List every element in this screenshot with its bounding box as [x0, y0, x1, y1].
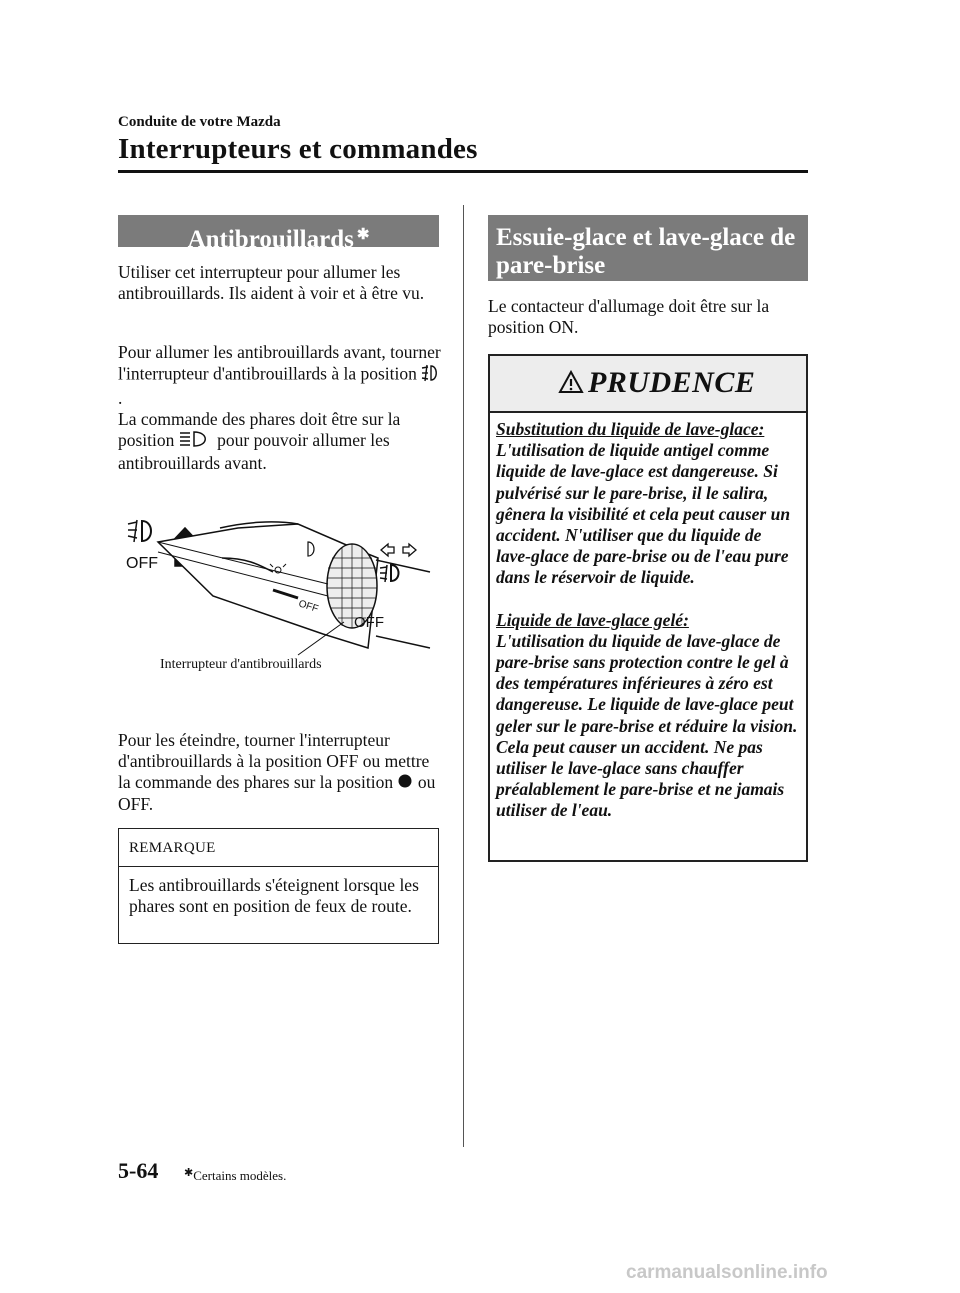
- fog-intro-paragraph: Utiliser cet interrupteur pour allumer les antibrouillards. Ils aident à voir et à être vu.: [118, 262, 425, 303]
- fog-off-paragraph: [118, 730, 443, 815]
- headlight-icon: [179, 430, 213, 453]
- watermark: carmanualsonline.info: [626, 1262, 828, 1283]
- optional-star-icon: ✱: [356, 227, 370, 243]
- front-fog-icon: [421, 363, 439, 388]
- caution-header: [490, 356, 806, 413]
- fog-off-text-b: ou OFF.: [118, 772, 436, 815]
- fog-switch-illustration: [118, 498, 439, 680]
- off-label-left: OFF: [126, 555, 158, 572]
- section-title-text: Antibrouillards: [187, 226, 354, 253]
- page-number: 5-64: [118, 1158, 159, 1183]
- chapter-title: Interrupteurs et commandes: [118, 133, 478, 165]
- warning-triangle-icon: [558, 370, 584, 399]
- header-rule: [118, 170, 808, 173]
- caution-title: PRUDENCE: [588, 366, 756, 399]
- fog-off-text-a: Pour les éteindre, tourner l'interrupteur d'antibrouillards à la position OFF ou mettre la commande des phares sur la position: [118, 730, 430, 792]
- fog-on-text-a: Pour allumer les antibrouillards avant, tourner l'interrupteur d'antibrouillards à la position: [118, 342, 441, 384]
- footnote-text: Certains modèles.: [193, 1168, 287, 1183]
- wiper-intro-paragraph: Le contacteur d'allumage doit être sur la position ON.: [488, 296, 770, 337]
- caution-text-2: L'utilisation du liquide de lave-glace de pare-brise sans protection contre le gel à des températures inférieures à zéro est dangereuse. Le liquide de lave-glace peut geler sur le pare-brise et réduire la vision. Cela peut causer un accident. Ne pas utiliser le lave-glace sans chauffer préalablement le pare-brise et ne jamais utiliser de l'eau.: [496, 630, 798, 821]
- note-body: Les antibrouillards s'éteignent lorsque les phares sont en position de feux de route.: [129, 875, 419, 916]
- section-title-wipers: Essuie-glace et lave-glace de pare-brise: [488, 215, 808, 281]
- column-divider: [463, 205, 464, 1147]
- note-box: [118, 828, 439, 944]
- fog-on-text-c: La commande des phares doit être sur la position: [118, 409, 401, 450]
- caution-body: [496, 419, 800, 822]
- figure-caption: Interrupteur d'antibrouillards: [160, 657, 322, 672]
- running-header-kicker: Conduite de votre Mazda: [118, 114, 281, 130]
- off-label-switch: OFF: [297, 598, 320, 616]
- fog-on-text-b: .: [118, 388, 123, 408]
- fog-on-paragraph: [118, 342, 443, 474]
- caution-text-1: L'utilisation de liquide antigel comme liquide de lave-glace est dangereuse. Si pulvérisé sur le pare-brise, il le salira, gênera la visibilité et cela peut causer un accident. N'utiliser que du liquide de lave-glace de pare-brise ou de l'eau pure dans le réservoir de liquide.: [496, 440, 791, 588]
- footnote: [184, 1166, 286, 1184]
- filled-circle-icon: [397, 773, 413, 794]
- note-heading: REMARQUE: [119, 829, 438, 867]
- off-label-right: OFF: [354, 614, 384, 631]
- caution-box: [488, 354, 808, 862]
- caution-subheading-2: Liquide de lave-glace gelé:: [496, 609, 689, 630]
- fog-on-text-d: pour pouvoir allumer les antibrouillards avant.: [118, 430, 390, 474]
- caution-subheading-1: Substitution du liquide de lave-glace:: [496, 419, 765, 439]
- front-fog-icon: [128, 520, 151, 542]
- section-title-fog-lights: [118, 215, 439, 253]
- footnote-star-icon: ✱: [184, 1167, 194, 1179]
